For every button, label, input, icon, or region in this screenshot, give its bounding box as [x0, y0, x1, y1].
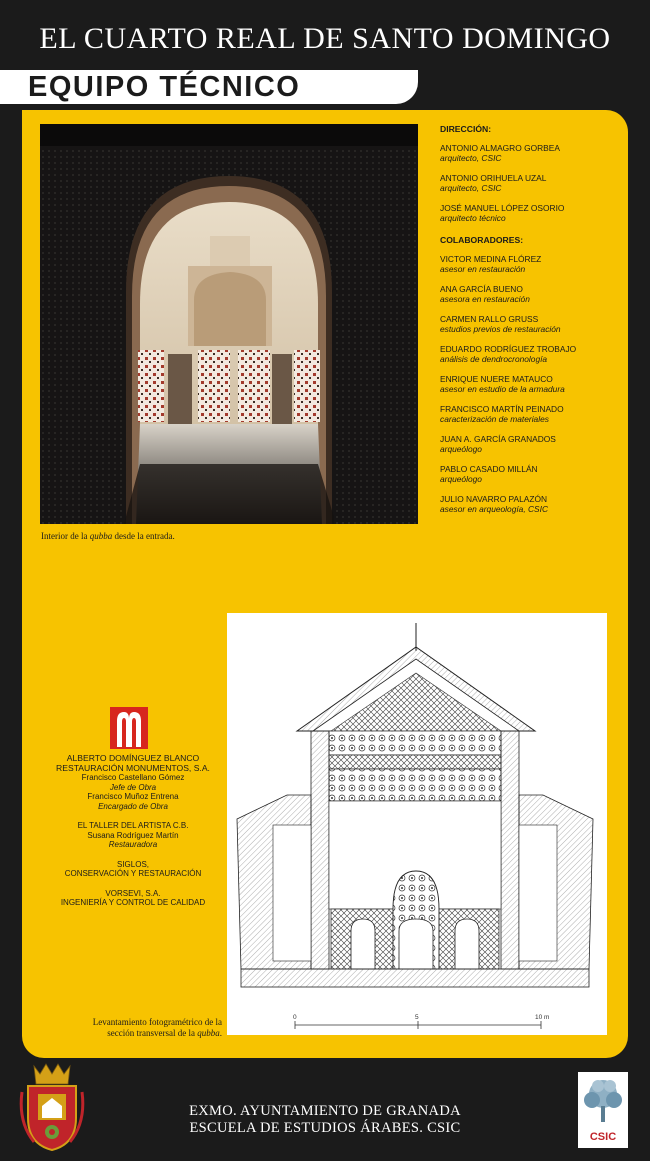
member-name: FRANCISCO MARTÍN PEINADO: [440, 404, 564, 414]
member-role: arquitecto, CSIC: [440, 153, 502, 163]
caption-italic: qubba: [89, 531, 113, 541]
colaborador-member: [440, 344, 620, 364]
person-name: Francisco Castellano Gómez: [81, 773, 185, 782]
colaboradores-heading: COLABORADORES:: [440, 235, 524, 245]
colaborador-member: [440, 464, 620, 484]
company-subtitle: INGENIERÍA Y CONTROL DE CALIDAD: [60, 898, 206, 907]
member-role: análisis de dendrocronología: [440, 354, 548, 364]
scale-label-5: 5: [415, 1014, 419, 1021]
team-list: [440, 124, 620, 524]
restauracion-logo-icon: [110, 707, 148, 749]
member-name: EDUARDO RODRÍGUEZ TROBAJO: [440, 344, 577, 354]
qubba-interior-photo: [40, 124, 418, 524]
caption-text-end: desde la entrada.: [112, 531, 175, 541]
company-name: VORSEVI, S.A.: [105, 888, 161, 898]
caption-italic: qubba: [197, 1028, 220, 1038]
company-name: ALBERTO DOMÍNGUEZ BLANCO: [66, 753, 200, 763]
member-role: asesora en restauración: [440, 294, 530, 304]
scale-label-10: 10 m: [535, 1014, 550, 1021]
colaborador-member: [440, 374, 620, 394]
footer-line: EXMO. AYUNTAMIENTO DE GRANADA: [189, 1103, 461, 1119]
caption-text-end: .: [219, 1028, 222, 1038]
colaborador-member: [440, 254, 620, 274]
member-role: arqueólogo: [440, 474, 482, 484]
member-name: ANA GARCÍA BUENO: [440, 284, 523, 294]
csic-tree-icon: [578, 1072, 628, 1148]
arch-photo-illustration: [40, 124, 418, 524]
scale-label-0: 0: [293, 1014, 297, 1021]
member-role: arqueólogo: [440, 444, 482, 454]
member-name: ENRIQUE NUERE MATAUCO: [440, 374, 553, 384]
member-role: asesor en restauración: [440, 264, 526, 274]
caption-text: sección transversal de la: [107, 1028, 198, 1038]
drawing-caption-line: Levantamiento fotogramétrico de la: [92, 1017, 222, 1027]
drawing-caption-line: [60, 1028, 222, 1039]
granada-coat-of-arms-icon: [18, 1062, 86, 1152]
member-name: ANTONIO ALMAGRO GORBEA: [440, 143, 560, 153]
member-name: JULIO NAVARRO PALAZÓN: [440, 494, 548, 504]
member-role: estudios previos de restauración: [440, 324, 561, 334]
poster-title: EL CUARTO REAL DE SANTO DOMINGO: [39, 22, 611, 55]
photo-caption: [41, 531, 175, 541]
company-subtitle: CONSERVACIÓN Y RESTAURACIÓN: [64, 869, 202, 878]
member-role: arquitecto, CSIC: [440, 183, 502, 193]
direccion-member: [440, 173, 620, 193]
person-role: Restauradora: [108, 840, 158, 849]
person-name: Francisco Muñoz Entrena: [87, 792, 179, 801]
footer-line: ESCUELA DE ESTUDIOS ÁRABES. CSIC: [189, 1120, 461, 1136]
colaborador-member: [440, 494, 620, 514]
footer-institutions: [100, 1103, 550, 1137]
person-role: Jefe de Obra: [109, 782, 157, 792]
colaborador-member: [440, 434, 620, 454]
company-name: SIGLOS,: [116, 859, 149, 869]
member-name: ANTONIO ORIHUELA UZAL: [440, 173, 547, 183]
direccion-member: [440, 143, 620, 163]
person-role: Encargado de Obra: [98, 801, 168, 811]
member-name: PABLO CASADO MILLÁN: [440, 464, 538, 474]
member-name: CARMEN RALLO GRUSS: [440, 314, 539, 324]
caption-text: Interior de la: [41, 531, 90, 541]
member-role: asesor en estudio de la armadura: [440, 384, 565, 394]
direccion-heading: DIRECCIÓN:: [440, 124, 492, 134]
poster-subtitle: EQUIPO TÉCNICO: [28, 71, 301, 103]
member-name: JUAN A. GARCÍA GRANADOS: [440, 434, 556, 444]
section-drawing: [227, 613, 607, 1035]
cross-section-illustration: [227, 613, 607, 1035]
person-name: Susana Rodríguez Martín: [87, 830, 179, 840]
company-subtitle: RESTAURACIÓN MONUMENTOS, S.A.: [56, 763, 210, 773]
csic-logo: [578, 1072, 628, 1148]
company-name: EL TALLER DEL ARTISTA C.B.: [77, 821, 189, 830]
colaborador-member: [440, 404, 620, 424]
member-name: VICTOR MEDINA FLÓREZ: [440, 254, 542, 264]
direccion-member: [440, 203, 620, 223]
colaborador-member: [440, 284, 620, 304]
member-role: asesor en arqueología, CSIC: [440, 504, 549, 514]
colaborador-member: [440, 314, 620, 334]
member-role: arquitecto técnico: [440, 213, 506, 223]
csic-label: CSIC: [589, 1131, 617, 1143]
companies-block: [40, 753, 226, 908]
member-name: JOSÉ MANUEL LÓPEZ OSORIO: [440, 203, 565, 213]
drawing-caption: [60, 1017, 222, 1039]
member-role: caracterización de materiales: [440, 414, 549, 424]
